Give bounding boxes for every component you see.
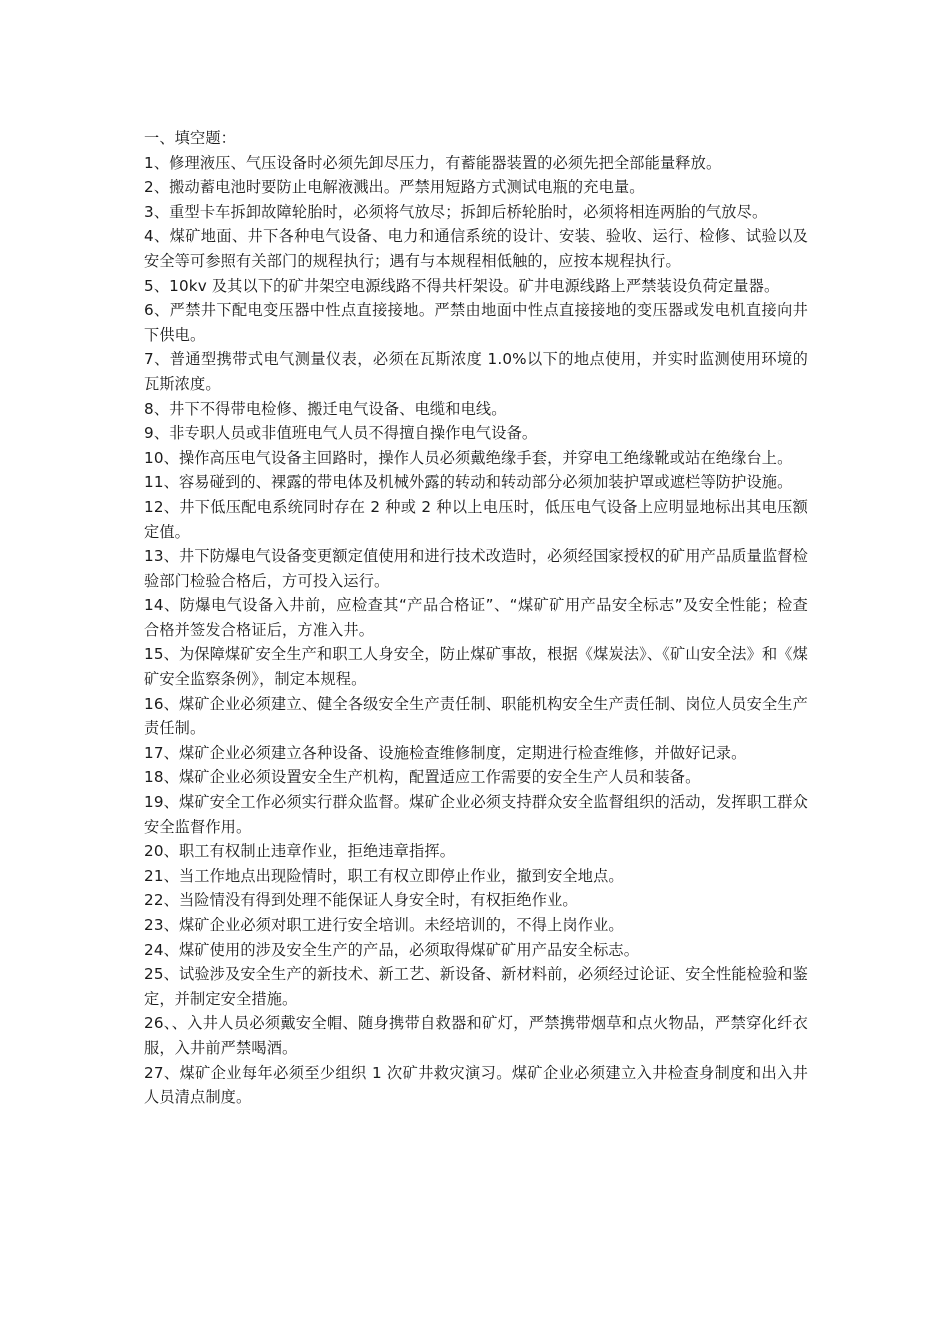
list-item-22: 22、当险情没有得到处理不能保证人身安全时，有权拒绝作业。 <box>144 891 578 910</box>
document-body <box>144 126 808 1110</box>
list-item-2: 2、搬动蓄电池时要防止电解液溅出。严禁用短路方式测试电瓶的充电量。 <box>144 178 645 197</box>
list-item-9: 9、非专职人员或非值班电气人员不得擅自操作电气设备。 <box>144 424 538 443</box>
list-item-5: 5、10kv 及其以下的矿井架空电源线路不得共杆架设。矿井电源线路上严禁装设负荷定量器。 <box>144 276 780 295</box>
list-item-8: 8、井下不得带电检修、搬迁电气设备、电缆和电线。 <box>144 399 507 418</box>
list-item-11: 11、容易碰到的、裸露的带电体及机械外露的转动和转动部分必须加装护罩或遮栏等防护设施。 <box>144 473 793 492</box>
list-item-20: 20、职工有权制止违章作业，拒绝违章指挥。 <box>144 842 456 861</box>
list-item-15: 15、为保障煤矿安全生产和职工人身安全，防止煤矿事故，根据《煤炭法》、《矿山安全法》和《煤矿安全监察条例》，制定本规程。 <box>144 645 808 689</box>
list-item-6: 6、严禁井下配电变压器中性点直接接地。严禁由地面中性点直接接地的变压器或发电机直接向井下供电。 <box>144 301 808 344</box>
list-item-23: 23、煤矿企业必须对职工进行安全培训。未经培训的，不得上岗作业。 <box>144 916 624 934</box>
list-item-4: 4、煤矿地面、井下各种电气设备、电力和通信系统的设计、安装、验收、运行、检修、试验以及安全等可参照有关部门的规程执行；遇有与本规程相低触的，应按本规程执行。 <box>144 227 808 270</box>
list-item-25: 25、试验涉及安全生产的新技术、新工艺、新设备、新材料前，必须经过论证、安全性能检验和鉴定，并制定安全措施。 <box>144 965 808 1008</box>
list-item-17: 17、煤矿企业必须建立各种设备、设施检查维修制度，定期进行检查维修，并做好记录。 <box>144 743 747 762</box>
list-item-14: 14、防爆电气设备入井前，应检查其“产品合格证”、“煤矿矿用产品安全标志”及安全性能；检查合格并签发合格证后，方准入井。 <box>144 596 808 639</box>
list-item-21: 21、当工作地点出现险情时，职工有权立即停止作业，撤到安全地点。 <box>144 866 624 885</box>
list-item-16: 16、煤矿企业必须建立、健全各级安全生产责任制、职能机构安全生产责任制、岗位人员安全生产责任制。 <box>144 694 808 738</box>
list-item-26: 26、、入井人员必须戴安全帽、随身携带自救器和矿灯，严禁携带烟草和点火物品，严禁穿化纤衣服，入井前严禁喝酒。 <box>144 1014 808 1057</box>
list-item-10: 10、操作高压电气设备主回路时，操作人员必须戴绝缘手套，并穿电工绝缘靴或站在绝缘台上。 <box>144 448 793 467</box>
list-item-18: 18、煤矿企业必须设置安全生产机构，配置适应工作需要的安全生产人员和装备。 <box>144 768 701 787</box>
section-heading: 一、填空题： <box>144 129 237 147</box>
list-item-7: 7、普通型携带式电气测量仪表，必须在瓦斯浓度 1.0%以下的地点使用，并实时监测使用环境的瓦斯浓度。 <box>144 350 808 393</box>
list-item-3: 3、重型卡车拆卸故障轮胎时，必须将气放尽；拆卸后桥轮胎时，必须将相连两胎的气放尽。 <box>144 202 768 221</box>
list-item-19: 19、煤矿安全工作必须实行群众监督。煤矿企业必须支持群众安全监督组织的活动，发挥职工群众安全监督作用。 <box>144 793 808 836</box>
list-item-13: 13、井下防爆电气设备变更额定值使用和进行技术改造时，必须经国家授权的矿用产品质量监督检验部门检验合格后，方可投入运行。 <box>144 547 808 590</box>
list-item-1: 1、修理液压、气压设备时必须先卸尽压力，有蓄能器装置的必须先把全部能量释放。 <box>144 153 722 172</box>
list-item-27: 27、煤矿企业每年必须至少组织 1 次矿井救灾演习。煤矿企业必须建立入井检查身制度和出入井人员清点制度。 <box>144 1063 808 1107</box>
list-item-12: 12、井下低压配电系统同时存在 2 种或 2 种以上电压时，低压电气设备上应明显地标出其电压额定值。 <box>144 497 808 541</box>
list-item-24: 24、煤矿使用的涉及安全生产的产品，必须取得煤矿矿用产品安全标志。 <box>144 940 640 959</box>
